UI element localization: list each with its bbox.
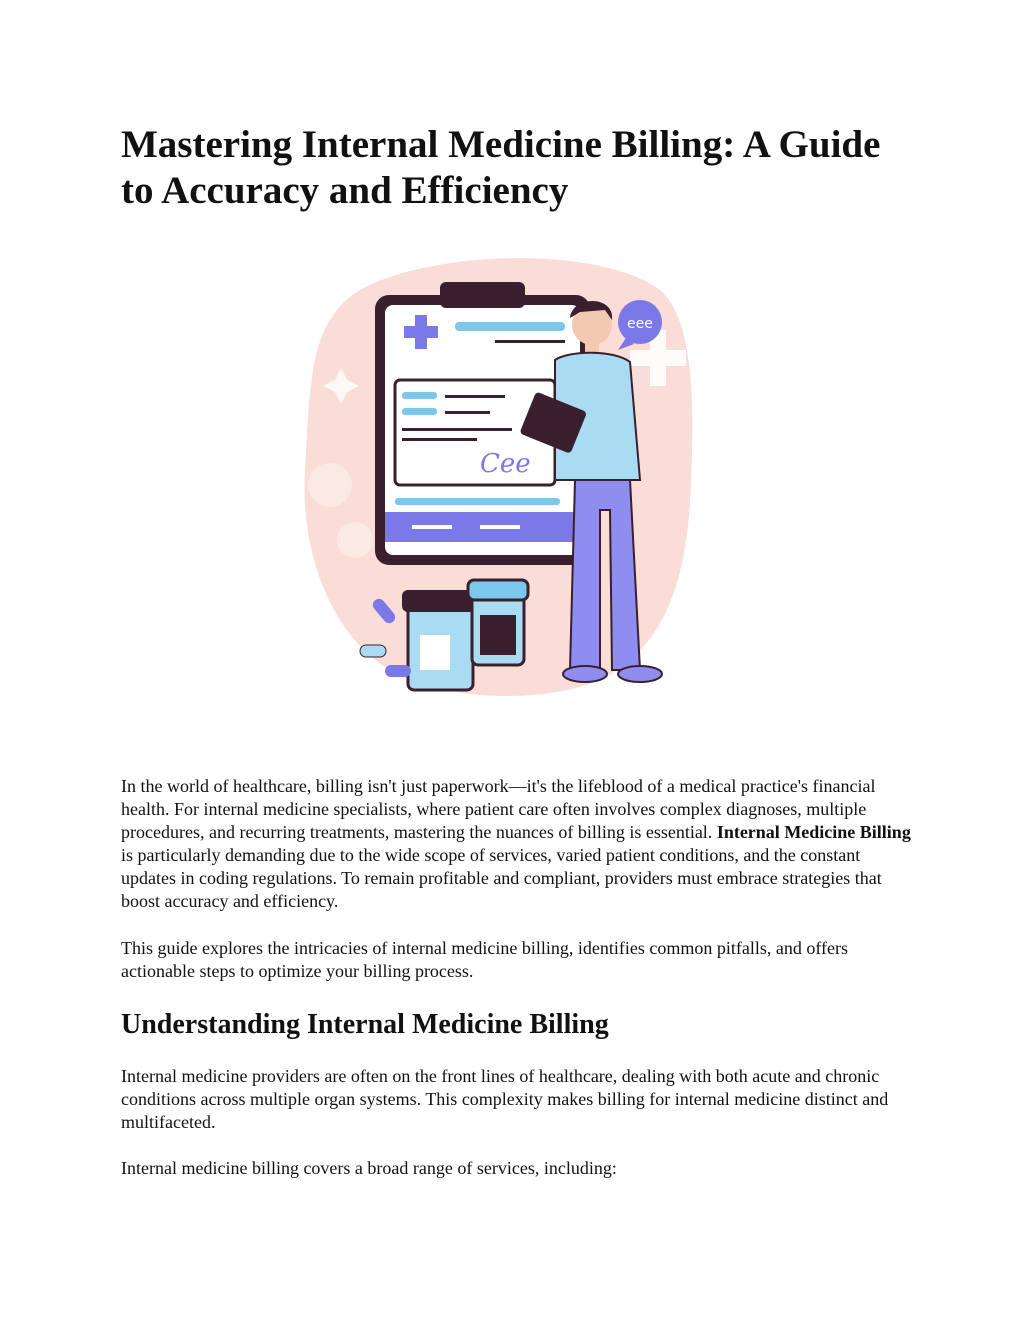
doctor-with-clipboard-illustration-icon (300, 250, 700, 700)
guide-paragraph: This guide explores the intricacies of internal medicine billing, identifies common pitfalls, and offers actionable steps to optimize your billing process. (121, 938, 848, 981)
intro-text-part2: is particularly demanding due to the wide scope of services, varied patient conditions, and the constant updates in coding regulations. To remain profitable and compliant, providers must embrace strategies that boost accuracy and efficiency. (121, 845, 882, 911)
svg-text:eee: eee (627, 316, 653, 332)
section-paragraph-1: Internal medicine providers are often on the front lines of healthcare, dealing with both acute and chronic conditions across multiple organ systems. This complexity makes billing for internal medicine distinct and multifaceted. (121, 1066, 889, 1132)
intro-paragraph (121, 775, 911, 913)
svg-text:Cee: Cee (480, 449, 531, 479)
intro-keyword-link[interactable]: Internal Medicine Billing (716, 822, 911, 842)
hero-illustration (300, 250, 700, 700)
intro-text-part1: In the world of healthcare, billing isn't just paperwork—it's the lifeblood of a medical practice's financial health. For internal medicine specialists, where patient care often involves complex diagnoses, multiple procedures, and recurring treatments, mastering the nuances of billing is essential. (121, 776, 876, 842)
section-heading: Understanding Internal Medicine Billing (121, 1009, 609, 1040)
section-paragraph-2: Internal medicine billing covers a broad range of services, including: (121, 1158, 617, 1178)
page-title: Mastering Internal Medicine Billing: A Guide to Accuracy and Efficiency (121, 123, 881, 212)
